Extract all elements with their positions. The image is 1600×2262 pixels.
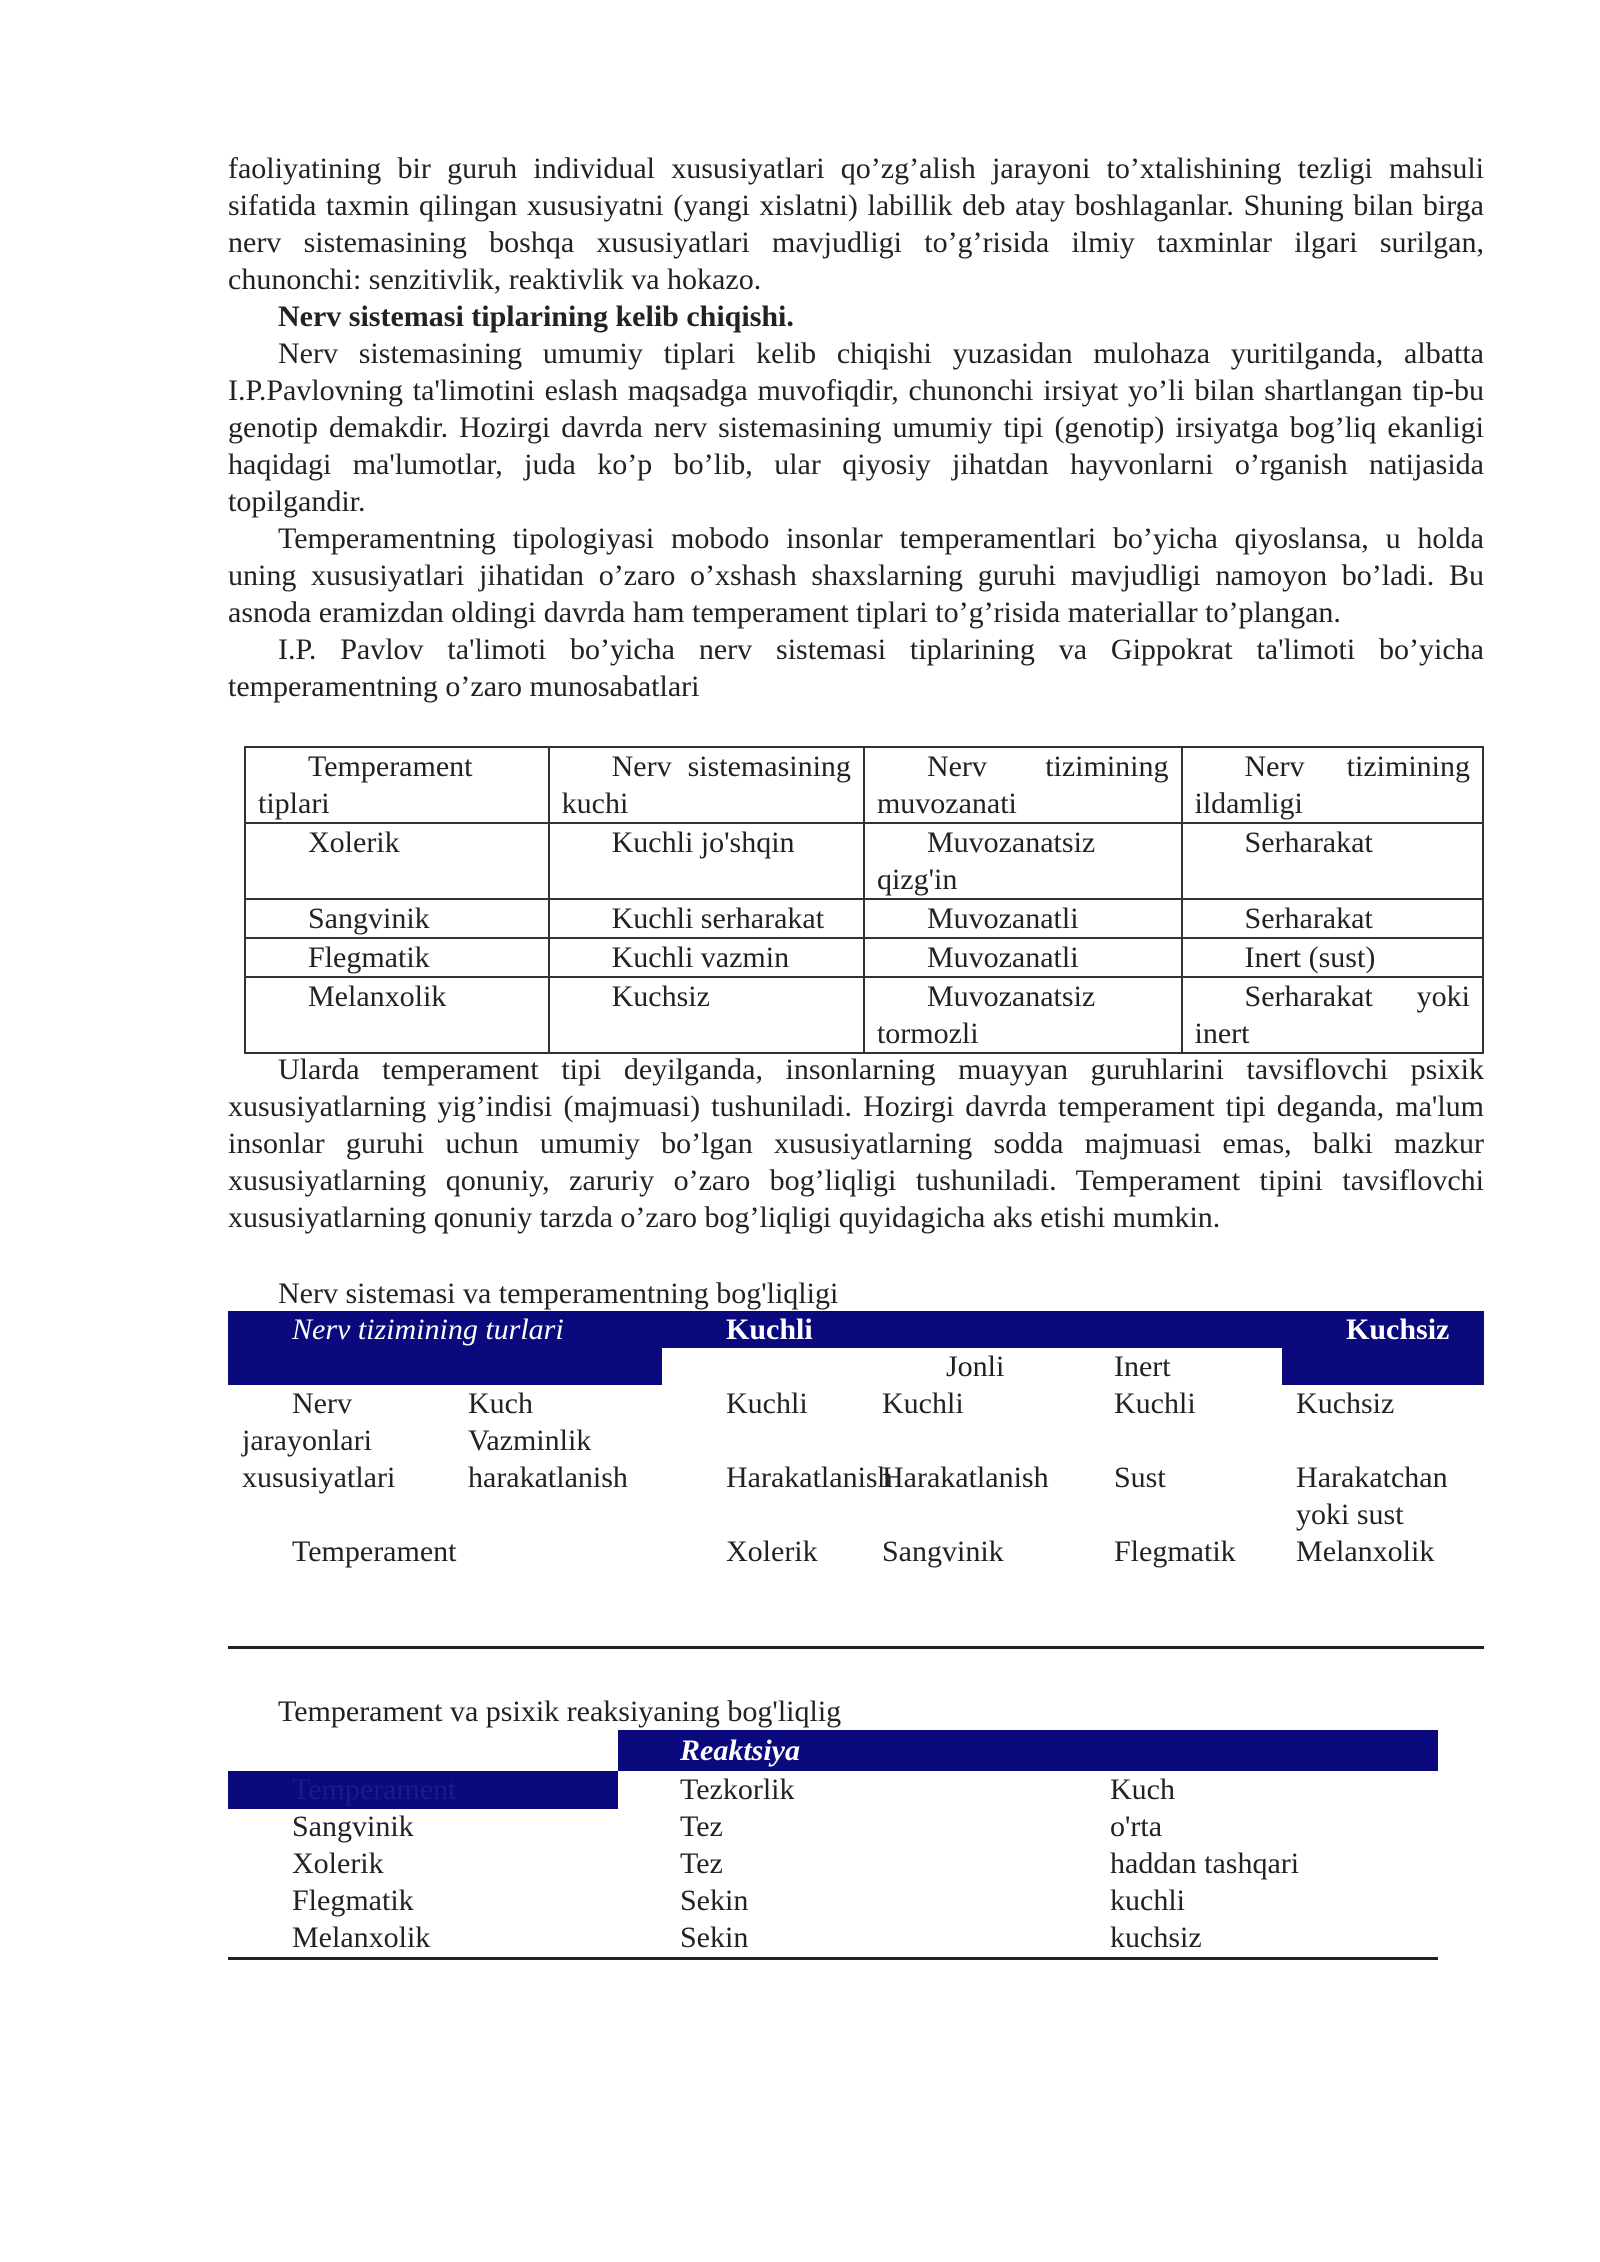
table-cell: Sangvinik bbox=[882, 1535, 1004, 1568]
table-header-row bbox=[228, 1311, 1484, 1348]
table-header-cell: Nerv tizimining turlari bbox=[292, 1313, 564, 1346]
table-row bbox=[245, 977, 1483, 1053]
table-header-cell: Nerv tizimining muvozanati bbox=[876, 750, 1169, 820]
table-cell: Kuch bbox=[468, 1387, 533, 1420]
table-intro-paragraph: I.P. Pavlov ta'limoti bo’yicha nerv sistemasi tiplarining va Gippokrat ta'limoti bo’yicha temperamentning o’zaro munosabatlari bbox=[228, 633, 1484, 703]
table-bottom-rule bbox=[228, 1646, 1484, 1649]
table-header-cell: Jonli bbox=[946, 1350, 1005, 1383]
table-header-cell: Kuchli bbox=[726, 1313, 813, 1346]
table-cell: Kuchli serharakat bbox=[611, 902, 825, 935]
table-cell: Flegmatik bbox=[292, 1884, 414, 1917]
table-header-cell: Tezkorlik bbox=[680, 1773, 795, 1806]
table-cell: Sangvinik bbox=[292, 1810, 414, 1843]
table-header-cell: Temperament tiplari bbox=[258, 750, 473, 820]
table-cell: Harakatchan yoki sust bbox=[1296, 1461, 1448, 1531]
paragraph: Ularda temperament tipi deyilganda, insonlarning muayyan guruhlarini tavsiflovchi psixik xususiyatlarning yig’indisi (majmuasi) tushuniladi. Hozirgi davrda temperament tipi deganda, ma'lum insonlar guruhi uchun umumiy bo’lgan xususiyatlarning sodda majmuasi emas, balki mazkur xususiyatlarning qonuniy, zaruriy o’zaro bog’liqligi tushuniladi. Temperament tipini tavsiflovchi xususiyatlarning qonuniy tarzda o’zaro bog’liqligi quyidagicha aks etishi mumkin. bbox=[228, 1053, 1484, 1234]
table-cell: Muvozanatli bbox=[926, 941, 1079, 974]
table-cell: Kuchsiz bbox=[611, 980, 710, 1013]
table-header-cell: Kuch bbox=[1110, 1773, 1175, 1806]
table-header-cell: Inert bbox=[1114, 1350, 1171, 1383]
table-header-cell: Nerv sistemasining kuchi bbox=[561, 750, 851, 820]
table-cell: Serharakat yoki inert bbox=[1194, 980, 1470, 1050]
paragraph: Nerv sistemasining umumiy tiplari kelib chiqishi yuzasidan mulohaza yuritilganda, albatta I.P.Pavlovning ta'limotini eslash maqsadga muvofiqdir, chunonchi irsiyat yo’li bilan shartlangan tip-bu genotip demakdir. Hozirgi davrda nerv sistemasining umumiy tipi (genotip) irsiyatga bog’liq ekanligi haqidagi ma'lumotlar, juda ko’p bo’lib, ular qiyosiy jihatdan hayvonlarni o’rganish natijasida topilgandir. bbox=[228, 337, 1484, 518]
table-cell: Kuchli vazmin bbox=[611, 941, 790, 974]
table-caption: Temperament va psixik reaksiyaning bog'liqlig bbox=[278, 1695, 842, 1728]
table-header-row bbox=[245, 747, 1483, 823]
table-cell: Kuchli bbox=[726, 1387, 808, 1420]
table-cell: kuchli bbox=[1110, 1884, 1185, 1917]
table-cell: Melanxolik bbox=[292, 1921, 431, 1954]
table-cell: Nerv jarayonlari xususiyatlari bbox=[242, 1387, 396, 1494]
table-cell: Inert (sust) bbox=[1244, 941, 1376, 974]
table-cell: Harakatlanish bbox=[882, 1461, 1049, 1494]
table-cell: Xolerik bbox=[292, 1847, 384, 1880]
table-cell: Kuchli bbox=[1114, 1387, 1196, 1420]
table-cell: Muvozanatsiz qizg'in bbox=[876, 826, 1096, 896]
table-cell: Flegmatik bbox=[308, 941, 430, 974]
table-header-cell: Nerv tizimining ildamligi bbox=[1194, 750, 1470, 820]
table-header-cell: Reaktsiya bbox=[680, 1734, 800, 1767]
table-cell: Tez bbox=[680, 1810, 723, 1843]
table-cell: Serharakat bbox=[1244, 902, 1373, 935]
paragraph: Temperamentning tipologiyasi mobodo insonlar temperamentlari bo’yicha qiyoslansa, u holda uning xususiyatlari jihatidan o’zaro o’xshash shaxslarning guruhi mavjudligi namoyon bo’ladi. Bu asnoda eramizdan oldingi davrda ham temperament tiplari to’g’risida materiallar to’plangan. bbox=[228, 522, 1484, 629]
table-cell: Vazminlik harakatlanish bbox=[468, 1424, 628, 1494]
table-row bbox=[245, 899, 1483, 938]
table-cell: Harakatlanish bbox=[726, 1461, 893, 1494]
table-cell: Kuchli bbox=[882, 1387, 964, 1420]
table-cell: o'rta bbox=[1110, 1810, 1163, 1843]
table-cell: Sust bbox=[1114, 1461, 1166, 1494]
table-cell: haddan tashqari bbox=[1110, 1847, 1300, 1880]
table-cell: Melanxolik bbox=[308, 980, 447, 1013]
table-row bbox=[228, 1385, 1484, 1533]
section-heading: Nerv sistemasi tiplarining kelib chiqishi. bbox=[278, 300, 794, 333]
temperament-types-table bbox=[244, 746, 1484, 1054]
table-row bbox=[245, 938, 1483, 977]
table-header-cell: Kuchsiz bbox=[1346, 1313, 1450, 1346]
table-cell: Sekin bbox=[680, 1921, 749, 1954]
table-row bbox=[228, 1533, 1484, 1570]
nervous-system-temperament-table bbox=[228, 1311, 1484, 1570]
table-cell: Muvozanatli bbox=[926, 902, 1079, 935]
table-cell: Sekin bbox=[680, 1884, 749, 1917]
table-subheader-row bbox=[228, 1348, 1484, 1385]
table-bottom-rule bbox=[228, 1957, 1438, 1960]
table-cell: Sangvinik bbox=[308, 902, 430, 935]
table-cell: Melanxolik bbox=[1296, 1535, 1435, 1568]
table-cell: Xolerik bbox=[308, 826, 400, 859]
table-cell: Serharakat bbox=[1244, 826, 1373, 859]
table-cell: Flegmatik bbox=[1114, 1535, 1236, 1568]
table-row bbox=[245, 823, 1483, 899]
paragraph: faoliyatining bir guruh individual xususiyatlari qo’zg’alish jarayoni to’xtalishining tezligi mahsuli sifatida taxmin qilingan xususiyatni (yangi xislatni) labillik deb atay boshlaganlar. Shuning bilan birga nerv sistemasining boshqa xususiyatlari mavjudligi to’g’risida ilmiy taxminlar ilgari surilgan, chunonchi: senzitivlik, reaktivlik va hokazo. bbox=[228, 152, 1484, 296]
table-cell: Temperament bbox=[292, 1535, 457, 1568]
table-cell: Kuchli jo'shqin bbox=[611, 826, 795, 859]
table-cell: Kuchsiz bbox=[1296, 1387, 1395, 1420]
table-header-cell: Temperament bbox=[292, 1773, 457, 1806]
table-cell: Xolerik bbox=[726, 1535, 818, 1568]
document-page bbox=[228, 150, 1484, 1954]
table-cell: Tez bbox=[680, 1847, 723, 1880]
table-cell: kuchsiz bbox=[1110, 1921, 1202, 1954]
table-cell: Muvozanatsiz tormozli bbox=[876, 980, 1096, 1050]
table-caption: Nerv sistemasi va temperamentning bog'liqligi bbox=[278, 1277, 839, 1310]
